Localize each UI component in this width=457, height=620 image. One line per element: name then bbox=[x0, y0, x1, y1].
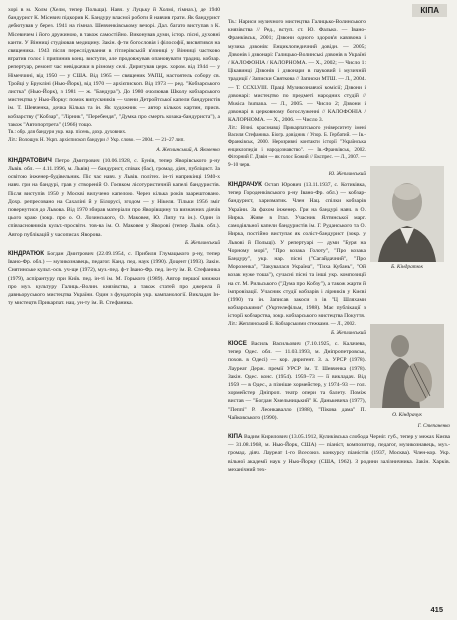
section-label: КІПА bbox=[412, 4, 447, 17]
entry-body: Василь Васильович (7.10.1925, с. Калачева, тепер Одес. обл. — 11.03.1993, м. Дніпропетровськ, похов. в Одесі) — кор. диригент. З. а. УРСР (1978). Лауреат Держ. премії УРСР ім. Т. Шевченка (1978). Закін. Одес. конс. (1954). 1959–73 — її викладач. Від 1959 — в Одес., а пізніше хормейстер, у 1974–93 — гол. хормейстер Дніпроп. театр опери та балету. Поміж вистав — "Богдан Хмельницький" К. Данькевича (1977), "Пеппі" Р. Леонкавалло (1988), "Пікова дама" П. Чайковського (1990). bbox=[228, 340, 367, 421]
literature-line: Літ.: Жеплинський Б. Кобзарськими стежками. — Л., 2002. bbox=[228, 320, 356, 327]
portrait-image bbox=[370, 324, 444, 408]
portrait-image bbox=[370, 166, 444, 262]
entry-kindrachuk bbox=[228, 181, 366, 320]
entry-headword: КІНДРАТОВИЧ bbox=[8, 156, 52, 164]
entry-kiose bbox=[228, 340, 366, 422]
author-signature: Б. Жеплинський bbox=[184, 239, 220, 246]
entry-headword: КІОСЕ bbox=[228, 339, 247, 347]
entry-body: Вадим Кирилович (13.05.1912, Куликівська слобода Черніг. губ., тепер у межах Києва — 31.08.1968, м. Нью-Йорк, США) — піаніст, композитор, педагог, музикознавець, муз.-громад. діяч. Лауреат 1-го Всесоюз. конкурсу піаністів (1937, Москва). Член-кор. Укр. вільної академії наук у Нью-Йорку (США, 1962). З родини залізничника. Закін. Харків. механічний тех- bbox=[228, 433, 450, 473]
works-line: Тв.: обр. для бандури укр. нар. пісень, дохр. духовних. bbox=[8, 129, 127, 136]
works-paragraph: Тв.: Нариси музичного мистецтва Галицько-Волинського князівства // Ред., вступ. ст. Ю. Фалько. — Івано-Франківськ, 2001; Дзвони одного здоров'я кавзвона і музика дзвонів: Енциклопедичний довідн. — 2005; Дзвонів і дзвонарі: Галицько-Волинські дзвонів в Україні / КАЛОФОНІА / КАЛОРНОМА. — Х., 2002; — Число 1: Цікавинці Дзвонів і дзвонари в пауковий і музичній традиції / Записки Святкова // Записки МТШ. — Л., 2004. — Т. CCXLVIII. Праці Музикознавчої комісії; Дзвони і дзвонарі: мистецтво по предметі народних студій // Musica humana. — Л., 2005. — Число 2; Дзвони і дзвонарі в церковному богослуженні // КАЛОФОНІА / КАЛОРНОМА. — Х., 2006. — Число 3. bbox=[228, 19, 366, 124]
portrait-photo bbox=[370, 166, 444, 262]
photo-caption: Б. Кіндратюк bbox=[391, 264, 423, 270]
entry-body: Остап Юрович (13.11.1937, с. Котиківка, тепер Городенківського р-ну Івано-Фр. обл.) — кобзар-бандурист, харизматик. Член Нац. спілки кобзарів України. За фахом інженер. Гри на бандурі навч. в О. Нирка. Живе в Італ. Учасник Ялтинської марг. самодіяльної капели бандуристів ім. Г. Руданського та О. Нирка, постійно виступає як соліст-бандурист (зокр. у Львові й Польщі). У репертуарі — думи "Буря на Чорному морі", "Про козака Голоту", "Про козака Бандуру", укр. нар. пісні ("Сагайдачний", "Про Морозенка", "Закувалася Україна", "Тиха Кубань", "Ой козак нуже тоша"), сучасні пісні та інші укр. композиції на ст. М. Рильського ("Дума про Кобзу"), а також жарти й імпровізації. Учасник студії кобзарів і лірників у Києві (1990) та ін. Записав закоси з ів "Ц Шляхами кобзарськими" (Укртелефільм, 1988). Має публікації з історії кобзарства, зокр. кобзарського мистецтва Покуття. bbox=[228, 182, 366, 320]
page-number: 415 bbox=[430, 605, 443, 614]
photo-caption: О. Кіндрачук bbox=[392, 412, 422, 418]
entry-kipa bbox=[228, 433, 450, 474]
author-signature: Б. Жеплинський bbox=[330, 329, 366, 336]
entry-body: Петро Дмитрович (10.06.1928, с. Бунів, тепер Яворівського р-ну Львів. обл. — 4.11.1996, м. Львів) — бандурист, співак (бас), громад. діяч, публіцист. За освітою інженер-будівельник. Піс час навч. у Львів. політех. ін-ті наприкінці 1940-х навч. гри на бандурі, грав у створеній О. Гоєвком лісотуристичній капелі бандуристів. Після виступів 1950 у Москві вилучено капелою. Через кілька років заарештовано. Дохр. репресовано на Сахаліні й у Білорусі, згодом — у Нікеля. Тільки 1956 зміг повернутися до Львова. Від 1970 збирав матеріали про Яворівщину та визначних діячів цього краю (зокр. про о. О. Лозинського, О. Маковея, Ю. Липу та ін.). Один із співзасновників культ.-просвітн. тов-ва ім. О. Маковея у Яворові (тепер Львів. обл.). Автор публікацій у часописах Яворова. bbox=[8, 157, 220, 238]
literature-line: Літ.: Волощук Н. Укрп. архієпископ бандури // Укр. слово. — 2004. — 21–27 лип. bbox=[8, 137, 185, 144]
entry-headword: КІПА bbox=[228, 432, 243, 440]
entry-continuation-text: хорі в м. Холм (Хелм, тепер Польща). Навч. у Луцьку й Холмі, гімназ.), де 1940 бандурист К. Місевич підкорив К. Бандуру власної роботи й навчив грати. Як бандурист дебютував у берез. 1941 на гімназ. Шевченківському вечорі. Дал. багато виступав з К. Місевичем і його дружиною, в також самостійно. Виконував думи, істор. пісні, духовні канти. У Вінниці студіював медицину. Закін. ф-ти богословія і філософії, висвятився на священика. 1943 після переслідування в гітлерівській в'язниці у Вінниці частково втратив голос і припинив конц. виступи, але продовжував опановувати традиц. кобзар. репертуар, ремонт час невідкачки в різному селі. Диригував церк. хором. від 1944 — у Німеччині, від 1950 — у США. Від 1965 — священик УАПЦ, настоятель собору св. Тройці у Брукліні (Нью-Йорк), від 1970 — архієпископ. Від 1973 — ред. "Кобзарського листка" (Нью-Йорк), з 1981 — ж. "Бандура"). До 1980 очолював Школу кобзарського мистецтва у Нью-Йорку: помок випускників — члени Детройтської капели бандуристів ім. Т. Шевченка, дочка Кілька та ін. Як художник — автор кількох картин, присв. кобзарству ("Кобзар", "Лірник", "Перебендя", "Думка про смерть козака-бандуриста"), а також "Автопортрета" (1966) тощо. bbox=[8, 7, 220, 128]
literature-line: Літ.: Вічні. красзнавці Прикарпатського університету імені Василя Стефаника. Біогр. довідник / Упор. Б. Гербатий. — Ів.-Франківськ, 2000. Нерозривні контакти історії "Українська енциклопедія і народознавство". — Ів.-Франківськ, 2002. Фігорний Г. Дзвін — як голос Божий // Експрес. — Л., 2007. — 9–10 черв. bbox=[228, 124, 366, 168]
portrait-photo bbox=[370, 324, 444, 408]
entry-kindratiuk bbox=[8, 250, 220, 307]
entry-headword: КІНДРАТЮК bbox=[8, 249, 45, 257]
author-signature: Ю. Жеплинський bbox=[328, 171, 366, 178]
entry-headword: КІНДРАЧУК bbox=[228, 181, 262, 189]
entry-kindratovych bbox=[8, 157, 220, 239]
left-column bbox=[8, 6, 220, 307]
entry-body: Богдан Дмитрович (22.09.1954, с. Прибиля Глумацького р-ну, тепер Івано-Фр. обл.) — музикознавець, педагог. Канд. пед. наук (1990). Доцент (1993). Закін. Снятинське культ.-осв. уч-ще (1972), муз.-пед. ф-т Івано-Фр. пед. ін-ту ім. В. Стефаника (1979), аспірантуру при Київ. пед. ін-ті ім. М. Горького (1989). Автор першої книжки про муз. культуру Галиць.-Волин. князівства, а також статей про джерела й давньоруського мистецтва України. Один з фундаторів укр. кампанології. Викладач Ін-ту мистецтв Прикарпат. нац. ун-ту ім. В. Стефаника. bbox=[8, 250, 220, 307]
author-signature: Г. Степаненко bbox=[417, 422, 450, 429]
author-signature: А. Жеплинський, А. Яковенко bbox=[156, 146, 220, 153]
